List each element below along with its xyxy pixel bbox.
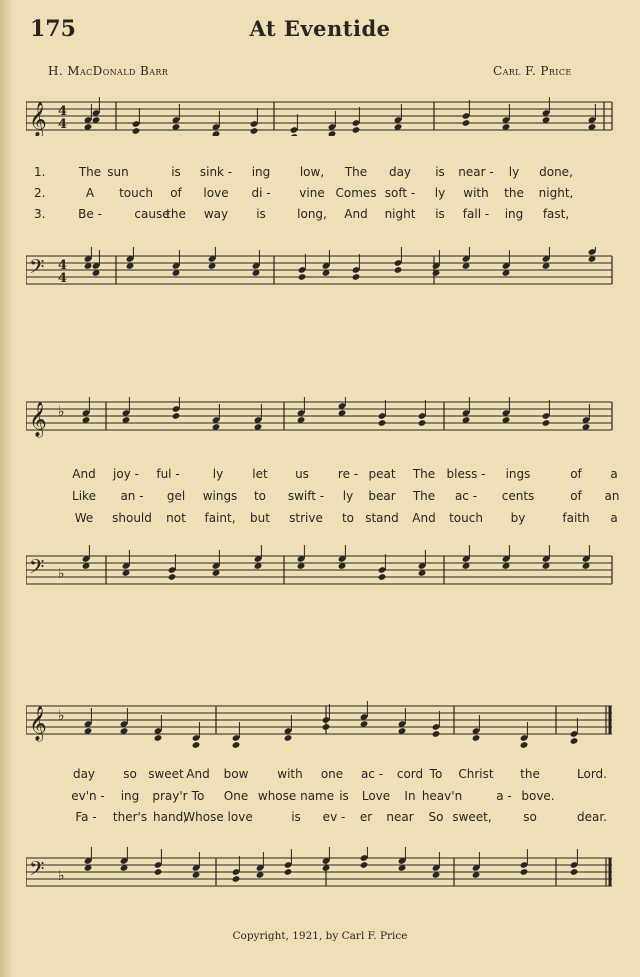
note-head [132,127,141,135]
lyric-syllable: cord [396,767,424,781]
lyric-syllable: ac - [360,767,384,781]
lyric-syllable: by [510,511,526,525]
svg-text:♭: ♭ [58,566,65,582]
lyric-syllable: us [295,467,309,481]
lyric-line-verse-3 [26,510,616,526]
treble-staff [26,96,616,136]
lyric-syllable: wings [202,489,238,503]
lyric-syllable: near [386,810,414,824]
lyric-syllable: bove. [521,789,555,803]
note-head [322,723,331,731]
lyric-syllable: strive [289,511,323,525]
lyric-syllable: ev - [322,810,346,824]
lyric-syllable: Love [361,789,391,803]
lyric-syllable: low, [299,165,325,179]
lyric-syllable: Fa - [75,810,97,824]
lyric-syllable: night [384,207,416,221]
lyric-syllable: is [256,207,266,221]
treble-staff-lines [26,700,616,750]
note-head [472,734,481,742]
treble-staff-lines [26,96,616,136]
bass-staff [26,846,616,900]
composer-credit: Carl F. Price [493,64,572,78]
lyric-syllable: not [166,511,186,525]
lyric-syllable: sweet [148,767,184,781]
svg-text:𝄢: 𝄢 [29,857,45,885]
lyric-syllable: with [463,186,489,200]
lyric-syllable: fall - [462,207,490,221]
note-head [290,133,299,136]
copyright-notice: Copyright, 1921, by Carl F. Price [232,930,408,942]
treble-staff [26,700,616,750]
note-head [232,741,241,749]
lyric-syllable: Comes [335,186,377,200]
lyric-syllable: of [570,489,582,503]
note-head [298,273,307,281]
note-head [520,741,529,749]
page-edge-shadow [0,0,14,977]
note-head [250,127,259,135]
lyric-syllable: of [170,186,182,200]
lyric-syllable: is [171,165,181,179]
lyric-syllable: peat [368,467,396,481]
lyric-syllable: bow [223,767,249,781]
lyric-syllable: ther's [112,810,148,824]
note-head [352,126,361,134]
lyric-syllable: ly [434,186,446,200]
lyric-syllable: er [359,810,373,824]
verse-number: 2. [34,186,46,200]
lyric-syllable: ing [504,207,524,221]
lyric-syllable: but [250,511,270,525]
svg-text:𝄞: 𝄞 [29,402,47,437]
lyric-syllable: Like [72,489,96,503]
lyric-syllable: And [344,207,368,221]
lyric-line-verse-1 [26,766,616,782]
lyric-syllable: should [112,511,152,525]
treble-staff [26,396,616,440]
lyric-syllable: day [72,767,96,781]
note-head [542,419,551,427]
lyric-syllable: The [412,467,436,481]
lyric-line-verse-3 [26,206,616,222]
lyric-syllable: Christ [458,767,494,781]
note-head [378,419,387,427]
lyric-syllable: an [604,489,620,503]
note-head [192,741,201,749]
lyric-syllable: a [610,511,618,525]
lyric-syllable: bear [368,489,396,503]
lyric-syllable: stand [365,511,399,525]
lyric-syllable: ly [212,467,224,481]
lyric-syllable: In [404,789,416,803]
lyric-syllable: di - [251,186,271,200]
lyric-syllable: bless - [446,467,486,481]
lyric-syllable: cause [134,207,170,221]
lyric-syllable: The [412,489,436,503]
note-head [462,119,471,127]
lyric-syllable: vine [299,186,325,200]
lyric-line-verse-2 [26,788,616,804]
svg-text:𝄢: 𝄢 [29,255,45,283]
note-head [284,868,293,876]
lyric-syllable: faith [562,511,590,525]
lyric-syllable: ings [505,467,531,481]
lyric-syllable: And [412,511,436,525]
verse-number: 3. [34,207,46,221]
treble-staff-lines [26,396,616,440]
note-head [168,573,177,581]
bass-staff-lines [26,544,616,596]
lyric-syllable: So [428,810,444,824]
lyric-syllable: Whose love [183,810,253,824]
lyric-syllable: love [203,186,229,200]
bass-staff [26,544,616,596]
lyric-syllable: of [570,467,582,481]
lyric-syllable: so [523,810,537,824]
lyric-syllable: cents [501,489,535,503]
svg-text:4: 4 [58,104,68,119]
lyric-syllable: The [344,165,368,179]
note-head [284,734,293,742]
note-head [520,868,529,876]
svg-text:4: 4 [58,258,68,273]
lyric-syllable: gel [166,489,186,503]
lyric-syllable: heav'n [421,789,463,803]
lyric-syllable: to [253,489,267,503]
note-head [352,273,361,281]
lyric-syllable: We [74,511,94,525]
lyric-syllable: hand, [153,810,187,824]
bass-staff-lines [26,246,616,296]
lyric-syllable: ful - [156,467,180,481]
lyric-syllable: soft - [384,186,416,200]
lyric-syllable: re - [337,467,359,481]
lyric-syllable: swift - [287,489,325,503]
lyric-syllable: done, [539,165,573,179]
lyric-syllable: ing [120,789,140,803]
lyric-syllable: near - [458,165,494,179]
lyric-syllable: the [504,186,524,200]
note-head [432,730,441,738]
lyric-syllable: is [291,810,301,824]
svg-text:𝄞: 𝄞 [29,102,47,136]
lyric-syllable: touch [449,511,483,525]
lyric-syllable: long, [297,207,327,221]
lyric-syllable: ly [342,489,354,503]
lyric-syllable: A [85,186,95,200]
note-head [570,737,579,745]
lyric-line-verse-3 [26,809,616,825]
lyric-syllable: sweet, [452,810,492,824]
note-head [394,266,403,274]
lyric-syllable: sink - [199,165,233,179]
lyric-syllable: And [72,467,96,481]
bass-staff-lines [26,846,616,900]
lyric-syllable: ing [251,165,271,179]
note-head [154,868,163,876]
lyric-syllable: ly [508,165,520,179]
lyric-line-verse-2 [26,488,620,504]
note-head [378,573,387,581]
note-head [360,861,369,869]
lyric-syllable: touch [119,186,153,200]
lyric-syllable: Be - [78,207,102,221]
svg-text:♭: ♭ [58,708,65,724]
lyric-syllable: is [435,207,445,221]
lyric-line-verse-2 [26,185,616,201]
svg-text:♭: ♭ [58,868,65,884]
bass-staff [26,246,616,296]
svg-text:𝄢: 𝄢 [29,555,45,583]
note-head [154,734,163,742]
lyric-syllable: pray'r [152,789,188,803]
note-head [212,130,221,136]
lyric-syllable: ev'n - [71,789,105,803]
svg-text:4: 4 [58,271,68,286]
svg-text:𝄞: 𝄞 [29,706,47,741]
hymn-title: At Eventide [249,16,391,41]
note-head [232,875,241,883]
lyric-syllable: an - [120,489,144,503]
lyric-syllable: dear. [577,810,607,824]
lyric-syllable: one [320,767,344,781]
lyric-syllable: so [123,767,137,781]
lyric-syllable: to [341,511,355,525]
lyric-syllable: fast, [542,207,570,221]
lyric-syllable: a - [496,789,512,803]
lyric-line-verse-1 [26,164,616,180]
lyric-syllable: the [520,767,540,781]
lyric-syllable: night, [538,186,574,200]
lyric-syllable: let [252,467,268,481]
lyric-syllable: And [186,767,210,781]
lyric-syllable: sun [107,165,129,179]
hymn-number: 175 [30,16,76,42]
svg-text:4: 4 [58,117,68,132]
note-head [328,130,337,136]
svg-text:♭: ♭ [58,404,65,420]
lyric-syllable: day [388,165,412,179]
author-credit: H. MacDonald Barr [48,64,169,78]
lyric-syllable: whose name [257,789,335,803]
note-head [570,868,579,876]
lyric-syllable: faint, [204,511,236,525]
verse-number: 1. [34,165,46,179]
lyric-syllable: One [223,789,249,803]
lyric-syllable: a [610,467,618,481]
lyric-syllable: is [339,789,349,803]
lyric-syllable: way [203,207,229,221]
lyric-syllable: ac - [454,489,478,503]
lyric-syllable: Lord. [577,767,607,781]
lyric-syllable: The [78,165,102,179]
lyric-syllable: joy - [113,467,139,481]
lyric-syllable: is [435,165,445,179]
lyric-line-verse-1 [26,466,616,482]
note-head [418,419,427,427]
lyric-syllable: the [166,207,186,221]
lyric-syllable: To [429,767,443,781]
note-head [172,412,181,420]
lyric-syllable: with [277,767,303,781]
lyric-syllable: To [191,789,205,803]
